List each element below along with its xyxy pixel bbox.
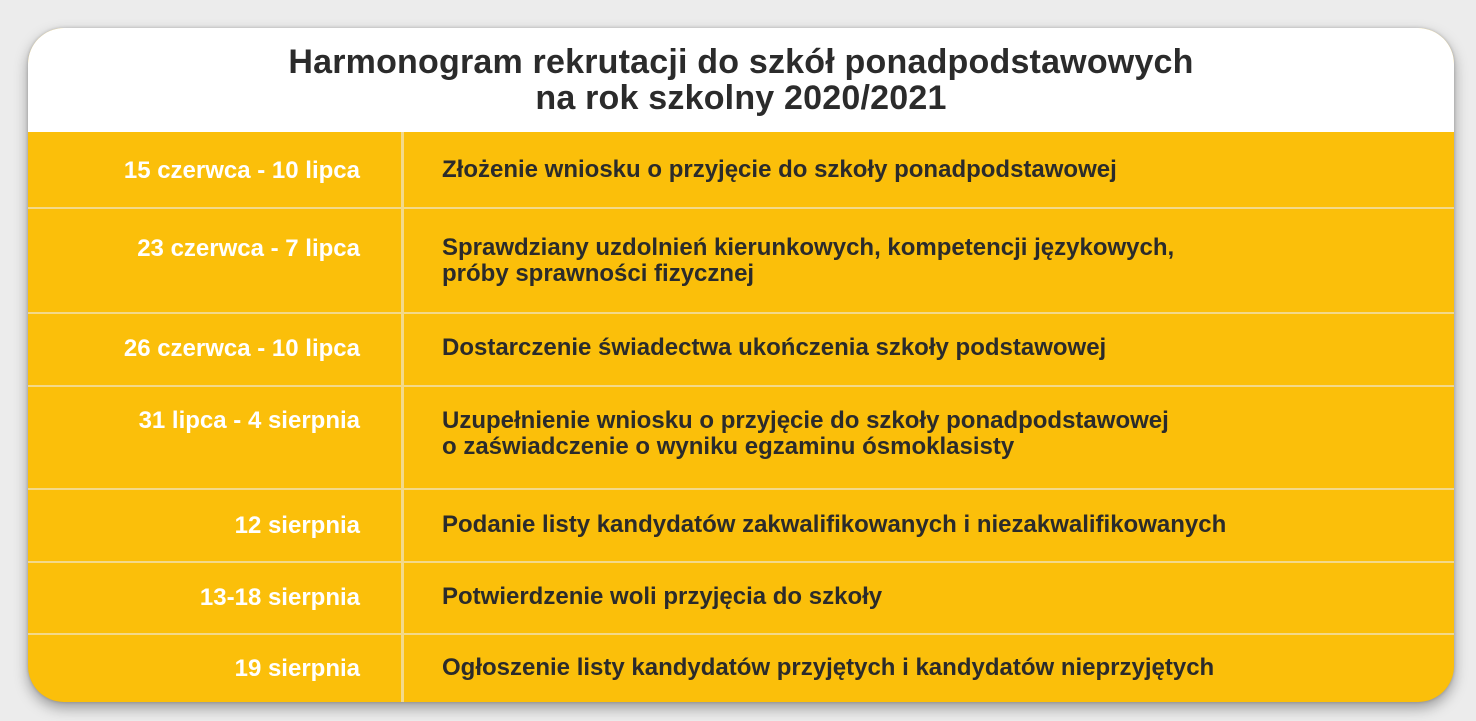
row-description-line: Podanie listy kandydatów zakwalifikowanych i niezakwalifikowanych	[442, 511, 1227, 538]
schedule-table	[28, 132, 1454, 702]
schedule-card	[28, 28, 1454, 702]
row-description	[442, 512, 1432, 538]
page-title-line-2: na rok szkolny 2020/2021	[535, 79, 947, 117]
row-date: 15 czerwca - 10 lipca	[123, 157, 360, 184]
row-description	[442, 408, 1432, 460]
row-description-line: o zaświadczenie o wyniku egzaminu ósmoklasisty	[442, 433, 1015, 460]
row-description	[442, 235, 1432, 287]
row-description-line: próby sprawności fizycznej	[442, 260, 755, 287]
row-description-line: Potwierdzenie woli przyjęcia do szkoły	[442, 583, 883, 610]
row-description	[442, 584, 1432, 610]
table-row	[28, 312, 1454, 385]
row-description-line: Uzupełnienie wniosku o przyjęcie do szkoły ponadpodstawowej	[442, 407, 1169, 434]
table-row	[28, 488, 1454, 561]
row-description-line: Sprawdziany uzdolnień kierunkowych, kompetencji językowych,	[442, 234, 1175, 261]
row-date: 12 sierpnia	[234, 512, 360, 539]
table-row	[28, 207, 1454, 312]
table-row	[28, 132, 1454, 207]
row-description	[442, 157, 1432, 183]
row-description-line: Ogłoszenie listy kandydatów przyjętych i kandydatów nieprzyjętych	[442, 654, 1215, 681]
table-row	[28, 633, 1454, 702]
table-row	[28, 561, 1454, 633]
row-date: 23 czerwca - 7 lipca	[137, 235, 360, 262]
title-header	[28, 28, 1454, 132]
row-date: 31 lipca - 4 sierpnia	[138, 407, 360, 434]
row-description-line: Złożenie wniosku o przyjęcie do szkoły ponadpodstawowej	[442, 156, 1117, 183]
row-description	[442, 335, 1432, 361]
row-date: 26 czerwca - 10 lipca	[123, 335, 360, 362]
column-divider	[401, 132, 404, 702]
row-date: 19 sierpnia	[234, 655, 360, 682]
row-description	[442, 655, 1432, 681]
table-row	[28, 385, 1454, 488]
page-title-line-1: Harmonogram rekrutacji do szkół ponadpodstawowych	[288, 43, 1194, 81]
row-description-line: Dostarczenie świadectwa ukończenia szkoły podstawowej	[442, 334, 1107, 361]
row-date: 13-18 sierpnia	[199, 584, 360, 611]
